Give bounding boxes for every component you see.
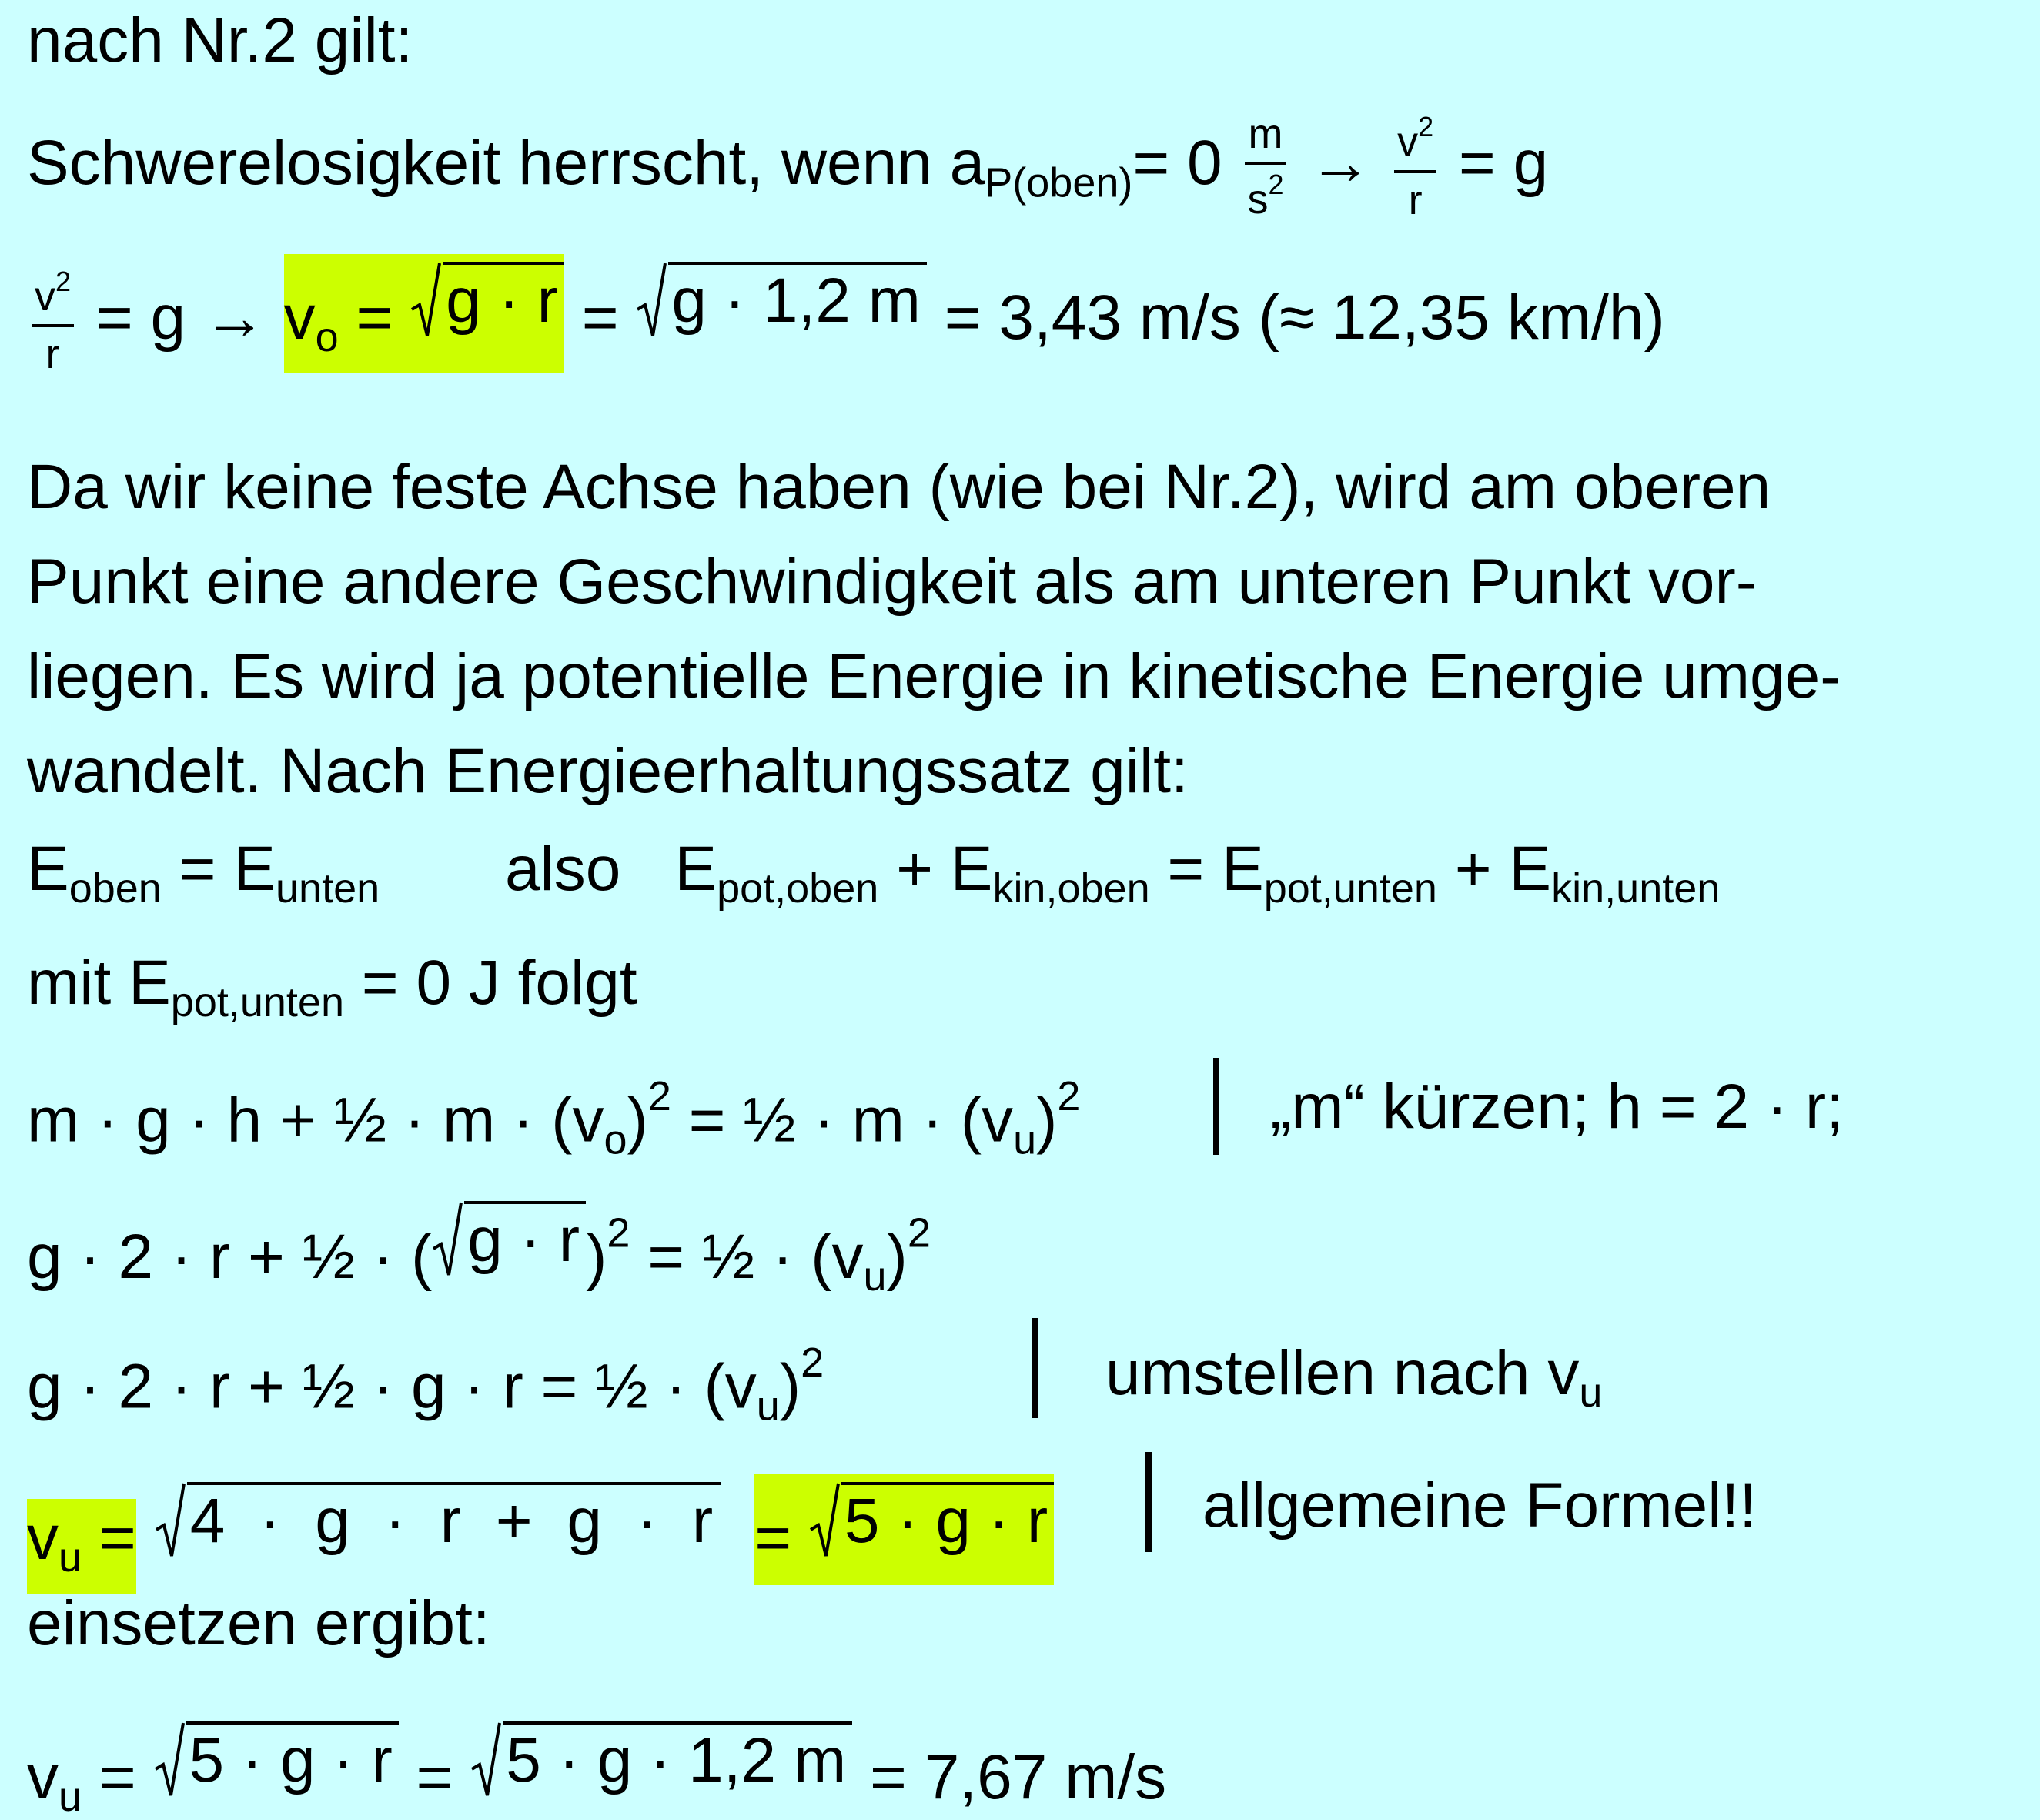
energy-subscript: kin,oben — [992, 865, 1150, 912]
formula-line-energy-conservation — [27, 834, 1721, 912]
formula-line-general-formula — [27, 1474, 1054, 1594]
formula-line-final-result — [27, 1721, 1166, 1818]
note-text: „m“ kürzen; h = 2 · r; — [1270, 1072, 1844, 1142]
equals-sign: = — [754, 1503, 809, 1573]
fraction-numerator — [1394, 112, 1436, 173]
velocity-subscript: o — [315, 314, 339, 361]
velocity-subscript: u — [863, 1253, 887, 1300]
equals-sign: = — [161, 834, 234, 904]
equals-sign: = — [82, 1503, 136, 1573]
equals-g-arrow: = g → — [79, 283, 284, 353]
energy-subscript: pot,unten — [1263, 865, 1437, 912]
paren-close: ) — [886, 1222, 908, 1292]
paren-close: ) — [779, 1351, 801, 1422]
formula-line-energy-equation — [27, 1073, 1081, 1163]
energy-subscript: unten — [276, 865, 380, 912]
fraction-m-s2 — [1244, 112, 1286, 223]
radicand: 4 · g · r + g · r — [187, 1482, 721, 1559]
exponent: 2 — [647, 1073, 671, 1119]
radical-sign-icon — [154, 1721, 185, 1798]
text-mit-e: mit E — [27, 948, 171, 1018]
radicand: g · 1,2 m — [668, 262, 927, 339]
paragraph-text: wandelt. Nach Energieerhaltungssatz gilt: — [27, 736, 1189, 806]
formula-line-weightlessness — [27, 112, 1548, 223]
highlight-vu-symbol — [27, 1499, 136, 1594]
paragraph-text: Da wir keine feste Achse haben (wie bei Nr.2), wird am oberen — [27, 452, 1771, 522]
square-root — [432, 1201, 586, 1278]
radical-sign-icon — [432, 1201, 463, 1278]
text-line-substitute — [27, 1588, 490, 1658]
radical-sign-icon — [636, 262, 667, 339]
energy-subscript: kin,unten — [1551, 865, 1721, 912]
velocity-symbol: v — [283, 283, 316, 353]
intro-text: nach Nr.2 gilt: — [27, 5, 413, 75]
equation-right: = ½ · (v — [630, 1222, 864, 1292]
square-root — [154, 1721, 399, 1798]
equals-sign: = — [564, 283, 637, 353]
accel-subscript: P(oben) — [985, 159, 1133, 206]
fraction-denominator: r — [45, 331, 60, 378]
velocity-symbol: v — [27, 1742, 59, 1812]
formula-line-simplified — [27, 1340, 824, 1430]
energy-symbol: E — [233, 834, 276, 904]
paren-close: ) — [627, 1085, 648, 1156]
radicand: g · r — [464, 1201, 586, 1278]
square-root — [155, 1482, 721, 1559]
fraction-denominator — [1244, 165, 1286, 223]
energy-symbol: E — [1222, 834, 1264, 904]
equation-right: = ½ · m · (v — [671, 1085, 1014, 1156]
energy-subscript: pot,oben — [717, 865, 879, 912]
radical-sign-icon — [155, 1482, 186, 1559]
radicand: 5 · g · r — [186, 1721, 399, 1798]
velocity-subscript: u — [1013, 1116, 1037, 1163]
exponent: 2 — [907, 1209, 931, 1256]
equals-sign: = — [1149, 834, 1222, 904]
energy-symbol: E — [950, 834, 993, 904]
equals-sign: = — [82, 1742, 154, 1812]
weightless-text: Schwerelosigkeit herrscht, wenn a — [27, 128, 985, 199]
fraction-denominator: r — [1408, 176, 1423, 223]
energy-subscript: oben — [69, 865, 162, 912]
energy-symbol: E — [1509, 834, 1552, 904]
text-line-intro — [27, 5, 413, 75]
note-text: allgemeine Formel!! — [1202, 1470, 1757, 1541]
velocity-subscript: u — [756, 1383, 780, 1430]
final-result: = 7,67 m/s — [852, 1742, 1167, 1812]
velocity-subscript: u — [59, 1534, 82, 1581]
separator-bar — [1032, 1318, 1038, 1418]
paragraph-text: liegen. Es wird ja potentielle Energie in kinetische Energie umge- — [27, 641, 1841, 711]
square-root — [410, 262, 564, 339]
velocity-subscript: u — [59, 1774, 82, 1820]
paragraph-text: Punkt eine andere Geschwindigkeit als am unteren Punkt vor- — [27, 547, 1757, 617]
exponent: 2 — [607, 1209, 630, 1256]
radicand: 5 · g · 1,2 m — [503, 1721, 852, 1798]
note-rearrange — [1105, 1338, 1603, 1417]
radical-sign-icon — [809, 1482, 840, 1559]
numerator-v: v — [35, 273, 55, 320]
velocity-subscript: o — [604, 1116, 627, 1163]
exponent: 2 — [1057, 1073, 1081, 1119]
equals-sign: = — [338, 283, 411, 353]
radicand: 5 · g · r — [841, 1482, 1054, 1559]
fraction-v2-r — [32, 266, 74, 378]
equals-g: = g — [1458, 128, 1549, 199]
note-text: umstellen nach v — [1105, 1338, 1580, 1408]
equation-left: g · 2 · r + ½ · ( — [27, 1222, 433, 1292]
separator-bar — [1213, 1058, 1219, 1155]
radical-sign-icon — [410, 262, 441, 339]
radicand: g · r — [443, 262, 564, 339]
numerator-exponent: 2 — [55, 265, 72, 297]
result-top-speed: = 3,43 m/s (≈ 12,35 km/h) — [926, 283, 1665, 353]
paragraph-line — [27, 452, 1771, 522]
fraction-numerator: m — [1245, 112, 1286, 165]
velocity-symbol: v — [27, 1503, 59, 1573]
plus-sign: + — [878, 834, 951, 904]
note-subscript: u — [1579, 1370, 1603, 1417]
note-shorten — [1270, 1072, 1844, 1142]
fraction-numerator — [32, 266, 74, 328]
highlight-general-formula — [754, 1474, 1054, 1585]
exponent: 2 — [801, 1340, 824, 1386]
square-root — [636, 262, 927, 339]
denominator-exponent: 2 — [1268, 169, 1284, 201]
paragraph-line — [27, 736, 1189, 806]
energy-symbol: E — [27, 834, 69, 904]
equation-left: m · g · h + ½ · m · (v — [27, 1085, 604, 1156]
fraction-v2-r — [1394, 112, 1436, 223]
also-word: also — [504, 834, 621, 904]
paren-close: ) — [586, 1222, 607, 1292]
numerator-exponent: 2 — [1418, 111, 1434, 142]
formula-line-substitute — [27, 1201, 931, 1300]
formula-line-top-speed — [27, 254, 1665, 378]
paragraph-line — [27, 641, 1841, 711]
text-zero-joule: = 0 J folgt — [344, 948, 637, 1018]
separator-bar — [1145, 1452, 1152, 1552]
arrow-symbol: → — [1309, 128, 1390, 199]
paragraph-line — [27, 547, 1757, 617]
highlight-top-speed-formula — [284, 254, 564, 373]
square-root — [809, 1482, 1054, 1559]
energy-symbol: E — [674, 834, 717, 904]
substitute-text: einsetzen ergibt: — [27, 1588, 490, 1658]
equals-zero: = 0 — [1132, 128, 1240, 199]
energy-subscript: pot,unten — [170, 979, 344, 1026]
equation-text: g · 2 · r + ½ · g · r = ½ · (v — [27, 1351, 757, 1422]
numerator-v: v — [1397, 119, 1419, 166]
equals-sign: = — [398, 1742, 471, 1812]
note-general — [1202, 1470, 1757, 1541]
formula-line-epot-zero — [27, 948, 637, 1026]
plus-sign: + — [1436, 834, 1510, 904]
denominator-s: s — [1247, 176, 1269, 223]
radical-sign-icon — [470, 1721, 501, 1798]
square-root — [470, 1721, 852, 1798]
paren-close: ) — [1036, 1085, 1058, 1156]
